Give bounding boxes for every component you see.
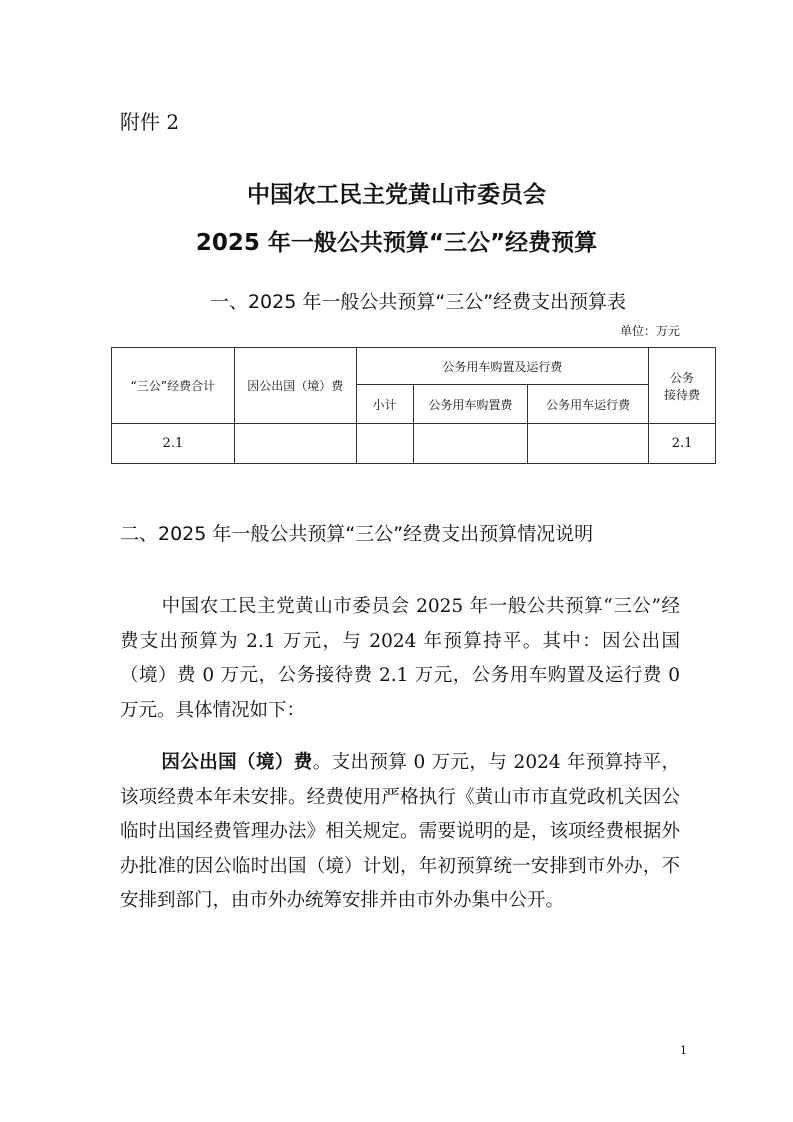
cell-abroad [234,424,356,464]
table-row [112,424,716,464]
header-reception-line2: 接待费 [664,387,701,402]
header-total: “三公”经费合计 [112,348,235,424]
paragraph-abroad-text: 。支出预算 0 万元，与 2024 年预算持平，该项经费本年未安排。经费使用严格执行《黄山市市直党政机关因公临时出国经费管理办法》相关规定。需要说明的是，该项经费根据外办批准的因公临时出国（境）计划，年初预算统一安排到市外办，不安排到部门，由市外办统筹安排并由市外办集中公开。 [120,752,680,911]
header-reception-line1: 公务 [670,370,695,385]
header-abroad: 因公出国（境）费 [234,348,356,424]
cell-reception: 2.1 [649,424,716,464]
paragraph-summary [120,590,680,728]
document-title-line2: 2025 年一般公共预算“三公”经费预算 [195,230,598,256]
header-reception [649,348,716,424]
section2-heading: 二、2025 年一般公共预算“三公”经费支出预算情况说明 [120,523,594,545]
budget-table [111,347,716,464]
table-header-row [112,348,716,385]
header-operation: 公务用车运行费 [528,385,649,424]
paragraph-abroad-label: 因公出国（境）费 [161,752,313,773]
document-title-line1: 中国农工民主党黄山市委员会 [247,182,546,208]
header-purchase: 公务用车购置费 [413,385,528,424]
unit-label: 单位：万元 [619,324,680,338]
cell-subtotal [356,424,413,464]
section1-heading: 一、2025 年一般公共预算“三公”经费支出预算表 [209,291,627,313]
cell-purchase [413,424,528,464]
paragraph-summary-text: 中国农工民主党黄山市委员会 2025 年一般公共预算“三公”经费支出预算为 2.1 万元，与 2024 年预算持平。其中：因公出国（境）费 0 万元，公务接待费 2.1 万元，公务用车购置及运行费 0 万元。具体情况如下： [120,596,680,721]
header-subtotal: 小计 [356,385,413,424]
page-number: 1 [680,1044,687,1057]
paragraph-abroad [120,746,680,919]
cell-total: 2.1 [112,424,235,464]
header-vehicle: 公务用车购置及运行费 [356,348,648,385]
attachment-label: 附件 2 [120,110,180,134]
cell-operation [528,424,649,464]
